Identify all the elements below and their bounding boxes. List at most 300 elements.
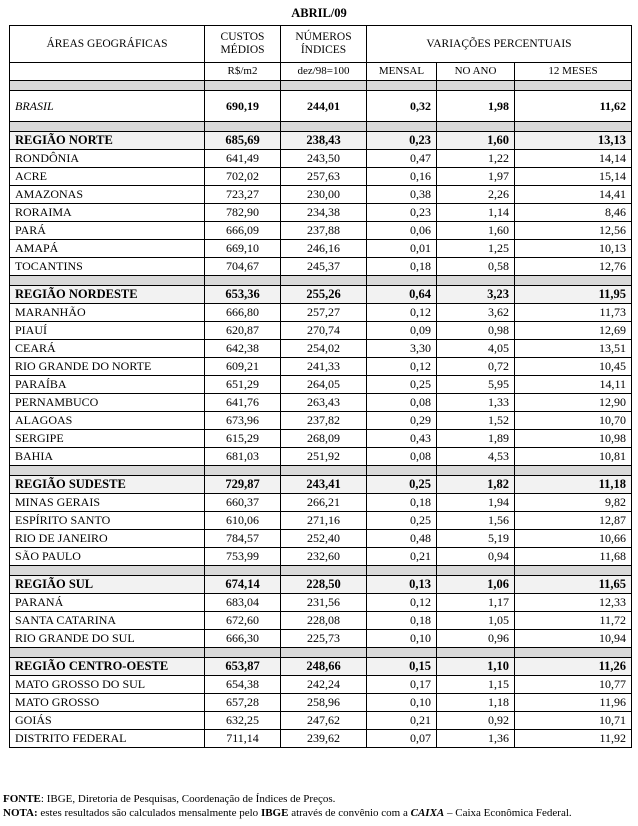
doze-cell: 12,69 xyxy=(515,322,632,340)
mensal-cell: 0,38 xyxy=(367,186,437,204)
spacer-cell xyxy=(205,466,281,476)
fonte-line xyxy=(3,792,635,806)
mensal-cell: 0,10 xyxy=(367,694,437,712)
area-name-cell: PARÁ xyxy=(10,222,205,240)
indice-cell: 243,50 xyxy=(281,150,367,168)
custo-cell: 753,99 xyxy=(205,548,281,566)
header-mensal: MENSAL xyxy=(367,63,437,81)
doze-cell: 10,66 xyxy=(515,530,632,548)
brasil-row xyxy=(10,91,632,122)
area-name-cell: RORAIMA xyxy=(10,204,205,222)
header-custos xyxy=(205,26,281,63)
custo-cell: 657,28 xyxy=(205,694,281,712)
custo-cell: 651,29 xyxy=(205,376,281,394)
indice-cell: 239,62 xyxy=(281,730,367,748)
ano-cell: 1,06 xyxy=(437,576,515,594)
spacer-row xyxy=(10,648,632,658)
mensal-cell: 0,18 xyxy=(367,494,437,512)
ano-cell: 0,98 xyxy=(437,322,515,340)
mensal-cell: 0,21 xyxy=(367,712,437,730)
indice-cell: 242,24 xyxy=(281,676,367,694)
area-name-cell: DISTRITO FEDERAL xyxy=(10,730,205,748)
area-name-cell: RIO GRANDE DO NORTE xyxy=(10,358,205,376)
doze-cell: 12,76 xyxy=(515,258,632,276)
spacer-row xyxy=(10,81,632,91)
custo-cell: 653,87 xyxy=(205,658,281,676)
custo-cell: 641,49 xyxy=(205,150,281,168)
indice-cell: 266,21 xyxy=(281,494,367,512)
spacer-cell xyxy=(281,122,367,132)
doze-cell: 9,82 xyxy=(515,494,632,512)
mensal-cell: 0,15 xyxy=(367,658,437,676)
doze-cell: 12,33 xyxy=(515,594,632,612)
state-row xyxy=(10,530,632,548)
spacer-cell xyxy=(10,122,205,132)
area-name-cell: MINAS GERAIS xyxy=(10,494,205,512)
spacer-cell xyxy=(437,276,515,286)
custo-cell: 620,87 xyxy=(205,322,281,340)
area-name-cell: PARANÁ xyxy=(10,594,205,612)
custo-cell: 641,76 xyxy=(205,394,281,412)
state-row xyxy=(10,340,632,358)
custo-cell: 653,36 xyxy=(205,286,281,304)
indice-cell: 237,82 xyxy=(281,412,367,430)
state-row xyxy=(10,494,632,512)
mensal-cell: 0,17 xyxy=(367,676,437,694)
doze-cell: 11,92 xyxy=(515,730,632,748)
custo-cell: 672,60 xyxy=(205,612,281,630)
area-name-cell: CEARÁ xyxy=(10,340,205,358)
indice-cell: 243,41 xyxy=(281,476,367,494)
indice-cell: 258,96 xyxy=(281,694,367,712)
state-row xyxy=(10,358,632,376)
doze-cell: 12,87 xyxy=(515,512,632,530)
state-row xyxy=(10,594,632,612)
indice-cell: 248,66 xyxy=(281,658,367,676)
spacer-row xyxy=(10,122,632,132)
custo-cell: 690,19 xyxy=(205,91,281,122)
spacer-cell xyxy=(10,466,205,476)
units-row xyxy=(10,63,632,81)
region-row xyxy=(10,476,632,494)
mensal-cell: 0,12 xyxy=(367,358,437,376)
custo-cell: 632,25 xyxy=(205,712,281,730)
mensal-cell: 0,21 xyxy=(367,548,437,566)
mensal-cell: 0,18 xyxy=(367,612,437,630)
custo-cell: 723,27 xyxy=(205,186,281,204)
state-row xyxy=(10,412,632,430)
area-name-cell: REGIÃO CENTRO-OESTE xyxy=(10,658,205,676)
area-name-cell: AMAPÁ xyxy=(10,240,205,258)
fonte-label: FONTE xyxy=(3,793,41,805)
state-row xyxy=(10,150,632,168)
mensal-cell: 0,06 xyxy=(367,222,437,240)
ano-cell: 5,19 xyxy=(437,530,515,548)
doze-cell: 11,72 xyxy=(515,612,632,630)
nota-ibge: IBGE xyxy=(260,807,289,819)
table-body xyxy=(10,81,632,748)
ano-cell: 1,89 xyxy=(437,430,515,448)
spacer-cell xyxy=(205,648,281,658)
spacer-cell xyxy=(367,81,437,91)
area-name-cell: ESPÍRITO SANTO xyxy=(10,512,205,530)
doze-cell: 8,46 xyxy=(515,204,632,222)
indice-cell: 237,88 xyxy=(281,222,367,240)
custo-cell: 674,14 xyxy=(205,576,281,594)
area-name-cell: MARANHÃO xyxy=(10,304,205,322)
doze-cell: 12,90 xyxy=(515,394,632,412)
custo-cell: 784,57 xyxy=(205,530,281,548)
doze-cell: 12,56 xyxy=(515,222,632,240)
mensal-cell: 0,18 xyxy=(367,258,437,276)
state-row xyxy=(10,694,632,712)
ano-cell: 0,72 xyxy=(437,358,515,376)
doze-cell: 10,94 xyxy=(515,630,632,648)
mensal-cell: 0,13 xyxy=(367,576,437,594)
ano-cell: 1,10 xyxy=(437,658,515,676)
state-row xyxy=(10,204,632,222)
header-numeros-l2: ÍNDICES xyxy=(300,44,347,56)
state-row xyxy=(10,548,632,566)
mensal-cell: 0,08 xyxy=(367,394,437,412)
ano-cell: 1,60 xyxy=(437,222,515,240)
spacer-cell xyxy=(281,566,367,576)
custo-cell: 681,03 xyxy=(205,448,281,466)
indice-cell: 252,40 xyxy=(281,530,367,548)
area-name-cell: RIO GRANDE DO SUL xyxy=(10,630,205,648)
indice-cell: 225,73 xyxy=(281,630,367,648)
mensal-cell: 3,30 xyxy=(367,340,437,358)
doze-cell: 11,18 xyxy=(515,476,632,494)
indice-cell: 254,02 xyxy=(281,340,367,358)
ano-cell: 1,25 xyxy=(437,240,515,258)
spacer-cell xyxy=(437,648,515,658)
spacer-cell xyxy=(205,122,281,132)
doze-cell: 14,41 xyxy=(515,186,632,204)
spacer-cell xyxy=(281,81,367,91)
ano-cell: 5,95 xyxy=(437,376,515,394)
state-row xyxy=(10,712,632,730)
area-name-cell: PARAÍBA xyxy=(10,376,205,394)
indice-cell: 264,05 xyxy=(281,376,367,394)
indice-cell: 251,92 xyxy=(281,448,367,466)
price-table xyxy=(9,25,632,748)
spacer-cell xyxy=(515,648,632,658)
area-name-cell: MATO GROSSO DO SUL xyxy=(10,676,205,694)
area-name-cell: PIAUÍ xyxy=(10,322,205,340)
region-row xyxy=(10,658,632,676)
ano-cell: 1,60 xyxy=(437,132,515,150)
area-name-cell: ALAGOAS xyxy=(10,412,205,430)
state-row xyxy=(10,376,632,394)
custo-cell: 610,06 xyxy=(205,512,281,530)
ano-cell: 1,94 xyxy=(437,494,515,512)
spacer-cell xyxy=(437,81,515,91)
indice-cell: 257,27 xyxy=(281,304,367,322)
header-12-meses: 12 MESES xyxy=(515,63,632,81)
mensal-cell: 0,12 xyxy=(367,304,437,322)
doze-cell: 11,73 xyxy=(515,304,632,322)
state-row xyxy=(10,304,632,322)
indice-cell: 257,63 xyxy=(281,168,367,186)
doze-cell: 13,13 xyxy=(515,132,632,150)
spacer-row xyxy=(10,276,632,286)
spacer-cell xyxy=(515,566,632,576)
indice-cell: 228,50 xyxy=(281,576,367,594)
custo-cell: 711,14 xyxy=(205,730,281,748)
footer-notes xyxy=(3,792,635,820)
area-name-cell: BAHIA xyxy=(10,448,205,466)
ano-cell: 0,96 xyxy=(437,630,515,648)
ano-cell: 1,82 xyxy=(437,476,515,494)
header-numeros xyxy=(281,26,367,63)
custo-cell: 666,80 xyxy=(205,304,281,322)
nota-text-1: estes resultados são calculados mensalmente pelo xyxy=(37,807,261,819)
nota-line xyxy=(3,806,635,820)
doze-cell: 10,70 xyxy=(515,412,632,430)
spacer-cell xyxy=(10,648,205,658)
indice-cell: 230,00 xyxy=(281,186,367,204)
ano-cell: 4,05 xyxy=(437,340,515,358)
state-row xyxy=(10,676,632,694)
mensal-cell: 0,43 xyxy=(367,430,437,448)
indice-cell: 244,01 xyxy=(281,91,367,122)
custo-cell: 642,38 xyxy=(205,340,281,358)
unit-custos: R$/m2 xyxy=(205,63,281,81)
region-row xyxy=(10,286,632,304)
ano-cell: 3,23 xyxy=(437,286,515,304)
state-row xyxy=(10,512,632,530)
custo-cell: 683,04 xyxy=(205,594,281,612)
nota-text-3: – Caixa Econômica Federal. xyxy=(444,807,572,819)
spacer-cell xyxy=(205,276,281,286)
header-custos-l1: CUSTOS xyxy=(220,31,265,43)
ano-cell: 0,58 xyxy=(437,258,515,276)
doze-cell: 14,14 xyxy=(515,150,632,168)
page-title: ABRIL/09 xyxy=(291,6,347,20)
ano-cell: 3,62 xyxy=(437,304,515,322)
doze-cell: 11,65 xyxy=(515,576,632,594)
mensal-cell: 0,29 xyxy=(367,412,437,430)
area-name-cell: PERNAMBUCO xyxy=(10,394,205,412)
doze-cell: 10,98 xyxy=(515,430,632,448)
doze-cell: 11,62 xyxy=(515,91,632,122)
spacer-cell xyxy=(437,566,515,576)
area-name-cell: RIO DE JANEIRO xyxy=(10,530,205,548)
spacer-cell xyxy=(367,276,437,286)
doze-cell: 10,71 xyxy=(515,712,632,730)
mensal-cell: 0,23 xyxy=(367,132,437,150)
doze-cell: 10,13 xyxy=(515,240,632,258)
ano-cell: 0,94 xyxy=(437,548,515,566)
area-name-cell: REGIÃO NORTE xyxy=(10,132,205,150)
indice-cell: 245,37 xyxy=(281,258,367,276)
state-row xyxy=(10,222,632,240)
custo-cell: 615,29 xyxy=(205,430,281,448)
doze-cell: 11,26 xyxy=(515,658,632,676)
spacer-row xyxy=(10,466,632,476)
custo-cell: 729,87 xyxy=(205,476,281,494)
header-custos-l2: MÉDIOS xyxy=(220,44,265,56)
area-name-cell: AMAZONAS xyxy=(10,186,205,204)
region-row xyxy=(10,132,632,150)
indice-cell: 232,60 xyxy=(281,548,367,566)
mensal-cell: 0,10 xyxy=(367,630,437,648)
area-name-cell: SANTA CATARINA xyxy=(10,612,205,630)
indice-cell: 270,74 xyxy=(281,322,367,340)
unit-numeros: dez/98=100 xyxy=(281,63,367,81)
spacer-cell xyxy=(367,122,437,132)
spacer-cell xyxy=(515,122,632,132)
nota-caixa: CAIXA xyxy=(410,807,445,819)
spacer-cell xyxy=(515,466,632,476)
custo-cell: 669,10 xyxy=(205,240,281,258)
ano-cell: 1,22 xyxy=(437,150,515,168)
mensal-cell: 0,48 xyxy=(367,530,437,548)
mensal-cell: 0,09 xyxy=(367,322,437,340)
mensal-cell: 0,16 xyxy=(367,168,437,186)
spacer-cell xyxy=(437,466,515,476)
area-name-cell: GOIÁS xyxy=(10,712,205,730)
spacer-row xyxy=(10,566,632,576)
custo-cell: 666,30 xyxy=(205,630,281,648)
state-row xyxy=(10,168,632,186)
state-row xyxy=(10,186,632,204)
state-row xyxy=(10,612,632,630)
doze-cell: 11,68 xyxy=(515,548,632,566)
ano-cell: 0,92 xyxy=(437,712,515,730)
mensal-cell: 0,07 xyxy=(367,730,437,748)
indice-cell: 241,33 xyxy=(281,358,367,376)
mensal-cell: 0,25 xyxy=(367,476,437,494)
spacer-cell xyxy=(367,648,437,658)
area-name-cell: REGIÃO NORDESTE xyxy=(10,286,205,304)
ano-cell: 1,98 xyxy=(437,91,515,122)
area-name-cell: BRASIL xyxy=(10,91,205,122)
spacer-cell xyxy=(281,648,367,658)
mensal-cell: 0,08 xyxy=(367,448,437,466)
mensal-cell: 0,47 xyxy=(367,150,437,168)
mensal-cell: 0,25 xyxy=(367,376,437,394)
nota-label: NOTA: xyxy=(3,807,38,819)
area-name-cell: REGIÃO SUDESTE xyxy=(10,476,205,494)
state-row xyxy=(10,448,632,466)
ano-cell: 1,14 xyxy=(437,204,515,222)
ano-cell: 1,56 xyxy=(437,512,515,530)
doze-cell: 10,45 xyxy=(515,358,632,376)
header-no-ano: NO ANO xyxy=(437,63,515,81)
mensal-cell: 0,01 xyxy=(367,240,437,258)
state-row xyxy=(10,240,632,258)
custo-cell: 609,21 xyxy=(205,358,281,376)
fonte-text: : IBGE, Diretoria de Pesquisas, Coordenação de Índices de Preços. xyxy=(40,793,336,805)
area-name-cell: SERGIPE xyxy=(10,430,205,448)
spacer-cell xyxy=(437,122,515,132)
area-name-cell: REGIÃO SUL xyxy=(10,576,205,594)
indice-cell: 255,26 xyxy=(281,286,367,304)
ano-cell: 1,15 xyxy=(437,676,515,694)
region-row xyxy=(10,576,632,594)
indice-cell: 231,56 xyxy=(281,594,367,612)
state-row xyxy=(10,258,632,276)
area-name-cell: ACRE xyxy=(10,168,205,186)
spacer-cell xyxy=(10,81,205,91)
area-name-cell: TOCANTINS xyxy=(10,258,205,276)
spacer-cell xyxy=(515,81,632,91)
ano-cell: 1,05 xyxy=(437,612,515,630)
indice-cell: 228,08 xyxy=(281,612,367,630)
state-row xyxy=(10,322,632,340)
area-name-cell: RONDÔNIA xyxy=(10,150,205,168)
doze-cell: 14,11 xyxy=(515,376,632,394)
state-row xyxy=(10,430,632,448)
ano-cell: 1,18 xyxy=(437,694,515,712)
indice-cell: 247,62 xyxy=(281,712,367,730)
ano-cell: 1,33 xyxy=(437,394,515,412)
ano-cell: 1,52 xyxy=(437,412,515,430)
doze-cell: 11,96 xyxy=(515,694,632,712)
units-blank xyxy=(10,63,205,81)
spacer-cell xyxy=(281,276,367,286)
custo-cell: 685,69 xyxy=(205,132,281,150)
custo-cell: 666,09 xyxy=(205,222,281,240)
spacer-cell xyxy=(205,81,281,91)
doze-cell: 10,77 xyxy=(515,676,632,694)
doze-cell: 11,95 xyxy=(515,286,632,304)
header-areas: ÁREAS GEOGRÁFICAS xyxy=(10,26,205,63)
header-variacoes: VARIAÇÕES PERCENTUAIS xyxy=(367,26,632,63)
indice-cell: 246,16 xyxy=(281,240,367,258)
header-numeros-l1: NÚMEROS xyxy=(295,31,352,43)
doze-cell: 15,14 xyxy=(515,168,632,186)
area-name-cell: MATO GROSSO xyxy=(10,694,205,712)
indice-cell: 271,16 xyxy=(281,512,367,530)
area-name-cell: SÃO PAULO xyxy=(10,548,205,566)
doze-cell: 13,51 xyxy=(515,340,632,358)
ano-cell: 4,53 xyxy=(437,448,515,466)
custo-cell: 660,37 xyxy=(205,494,281,512)
nota-text-2: através de convênio com a xyxy=(288,807,411,819)
spacer-cell xyxy=(10,276,205,286)
spacer-cell xyxy=(10,566,205,576)
state-row xyxy=(10,394,632,412)
indice-cell: 268,09 xyxy=(281,430,367,448)
mensal-cell: 0,32 xyxy=(367,91,437,122)
indice-cell: 234,38 xyxy=(281,204,367,222)
indice-cell: 263,43 xyxy=(281,394,367,412)
spacer-cell xyxy=(281,466,367,476)
mensal-cell: 0,23 xyxy=(367,204,437,222)
ano-cell: 1,17 xyxy=(437,594,515,612)
spacer-cell xyxy=(367,466,437,476)
header-row xyxy=(10,26,632,63)
doze-cell: 10,81 xyxy=(515,448,632,466)
spacer-cell xyxy=(205,566,281,576)
custo-cell: 782,90 xyxy=(205,204,281,222)
ano-cell: 1,36 xyxy=(437,730,515,748)
state-row xyxy=(10,730,632,748)
mensal-cell: 0,25 xyxy=(367,512,437,530)
spacer-cell xyxy=(515,276,632,286)
custo-cell: 704,67 xyxy=(205,258,281,276)
mensal-cell: 0,64 xyxy=(367,286,437,304)
mensal-cell: 0,12 xyxy=(367,594,437,612)
custo-cell: 673,96 xyxy=(205,412,281,430)
indice-cell: 238,43 xyxy=(281,132,367,150)
custo-cell: 702,02 xyxy=(205,168,281,186)
state-row xyxy=(10,630,632,648)
ano-cell: 2,26 xyxy=(437,186,515,204)
